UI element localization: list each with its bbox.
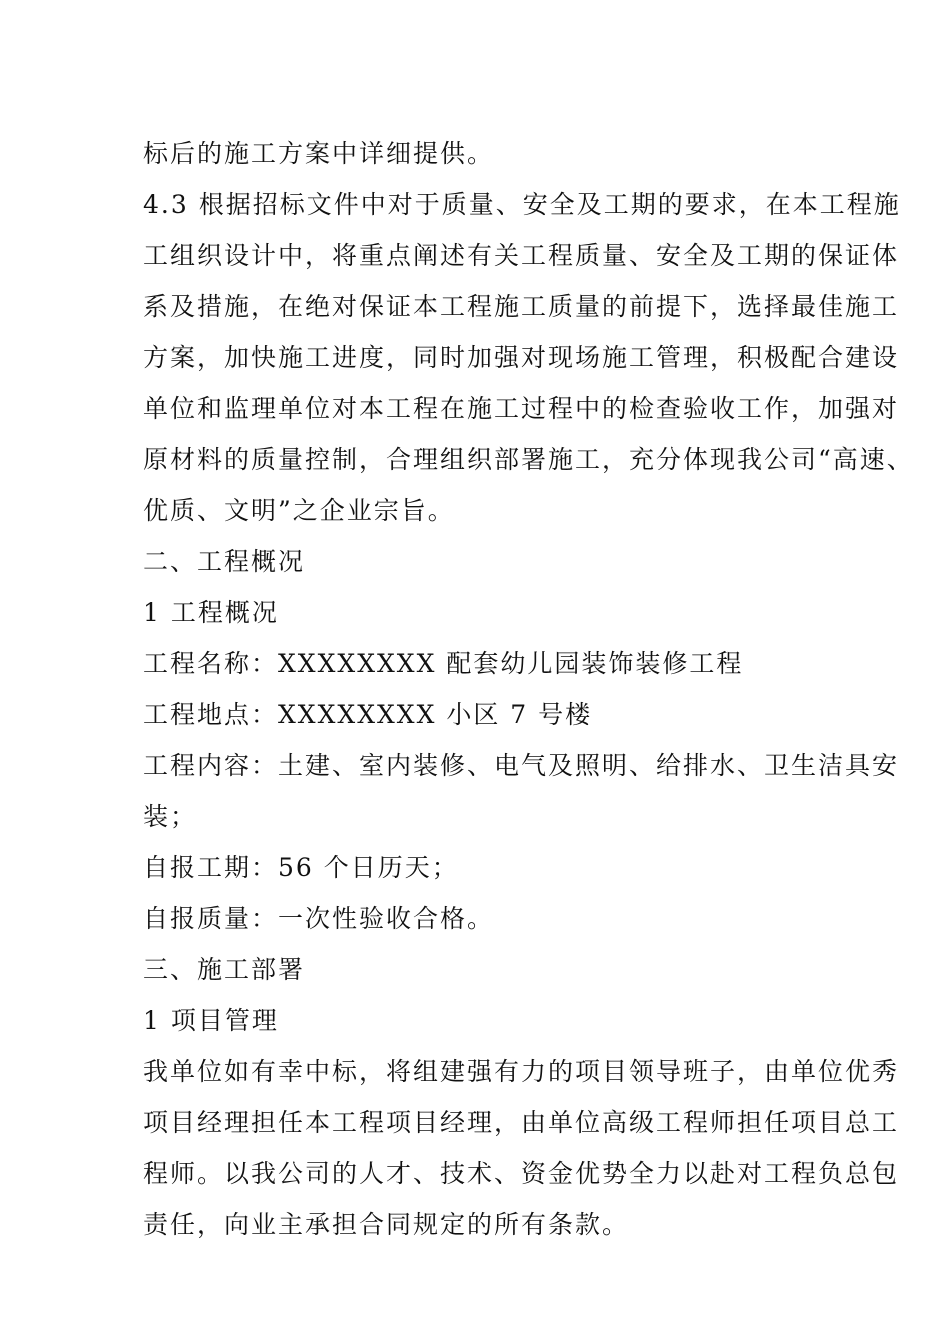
project-location-line: 工程地点：XXXXXXXX 小区 7 号楼 <box>143 700 593 729</box>
subsection-heading: 1 项目管理 <box>143 1006 279 1035</box>
project-content-line: 装； <box>143 802 198 831</box>
section-heading: 三、施工部署 <box>143 955 306 984</box>
body-line: 标后的施工方案中详细提供。 <box>143 139 495 168</box>
subsection-heading: 1 工程概况 <box>143 598 279 627</box>
body-line: 4.3 根据招标文件中对于质量、安全及工期的要求，在本工程施 <box>143 190 901 219</box>
section-heading: 二、工程概况 <box>143 547 306 576</box>
body-line: 系及措施，在绝对保证本工程施工质量的前提下，选择最佳施工 <box>143 292 900 321</box>
body-line: 项目经理担任本工程项目经理，由单位高级工程师担任项目总工 <box>143 1108 900 1137</box>
body-line: 优质、文明”之企业宗旨。 <box>143 496 455 525</box>
body-line: 我单位如有幸中标，将组建强有力的项目领导班子，由单位优秀 <box>143 1057 900 1086</box>
body-line: 单位和监理单位对本工程在施工过程中的检查验收工作，加强对 <box>143 394 900 423</box>
document-body <box>143 128 914 1250</box>
project-duration-line: 自报工期：56 个日历天； <box>143 853 459 882</box>
body-line: 工组织设计中，将重点阐述有关工程质量、安全及工期的保证体 <box>143 241 900 270</box>
project-quality-line: 自报质量：一次性验收合格。 <box>143 904 495 933</box>
body-line: 原材料的质量控制，合理组织部署施工，充分体现我公司“高速、 <box>143 445 914 474</box>
body-line: 责任，向业主承担合同规定的所有条款。 <box>143 1210 630 1239</box>
project-content-line: 工程内容：土建、室内装修、电气及照明、给排水、卫生洁具安 <box>143 751 900 780</box>
body-line: 程师。以我公司的人才、技术、资金优势全力以赴对工程负总包 <box>143 1159 900 1188</box>
project-name-line: 工程名称：XXXXXXXX 配套幼儿园装饰装修工程 <box>143 649 744 678</box>
body-line: 方案，加快施工进度，同时加强对现场施工管理，积极配合建设 <box>143 343 900 372</box>
